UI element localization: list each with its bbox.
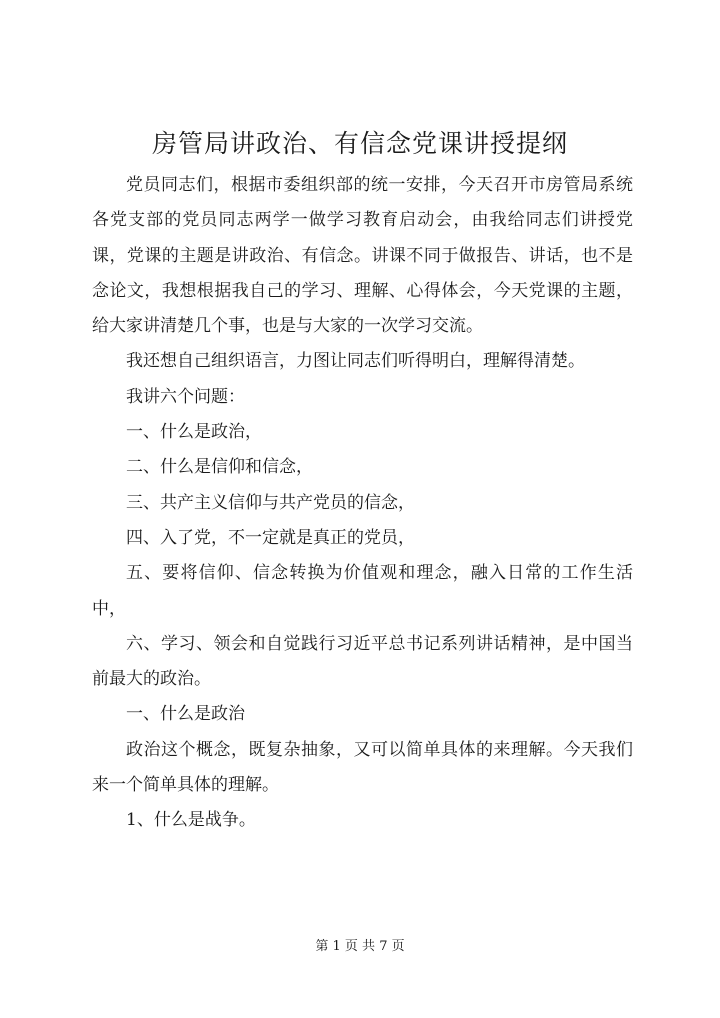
document-title: 房管局讲政治、有信念党课讲授提纲 (151, 129, 568, 158)
list-item: 四、入了党，不一定就是真正的党员， (126, 527, 415, 548)
paragraph: 我讲六个问题： (126, 386, 245, 407)
subsection-heading: 1、什么是战争。 (126, 810, 256, 831)
list-item: 五、要将信仰、信念转换为价值观和理念，融入日常的工作生活中， (92, 563, 633, 619)
list-item: 二、什么是信仰和信念， (126, 457, 313, 478)
list-item: 一、什么是政治， (126, 422, 262, 443)
paragraph: 政治这个概念，既复杂抽象，又可以简单具体的来理解。今天我们来一个简单具体的理解。 (92, 739, 633, 796)
list-item: 三、共产主义信仰与共产党员的信念， (126, 492, 415, 513)
paragraph: 党员同志们，根据市委组织部的统一安排，今天召开市房管局系统各党支部的党员同志两学一做学习教育启动会，由我给同志们讲授党课，党课的主题是讲政治、有信念。讲课不同于做报告、讲话，也不是念论文，我想根据我自己的学习、理解、心得体会，今天党课的主题，给大家讲清楚几个事，也是与大家的一次学习交流。 (92, 175, 633, 337)
page-footer: 第 1 页 共 7 页 (315, 939, 405, 954)
document-body (92, 168, 633, 839)
list-item: 六、学习、领会和自觉践行习近平总书记系列讲话精神，是中国当前最大的政治。 (92, 633, 633, 690)
paragraph: 我还想自己组织语言，力图让同志们听得明白，理解得清楚。 (126, 351, 585, 372)
section-heading: 一、什么是政治 (126, 704, 245, 725)
